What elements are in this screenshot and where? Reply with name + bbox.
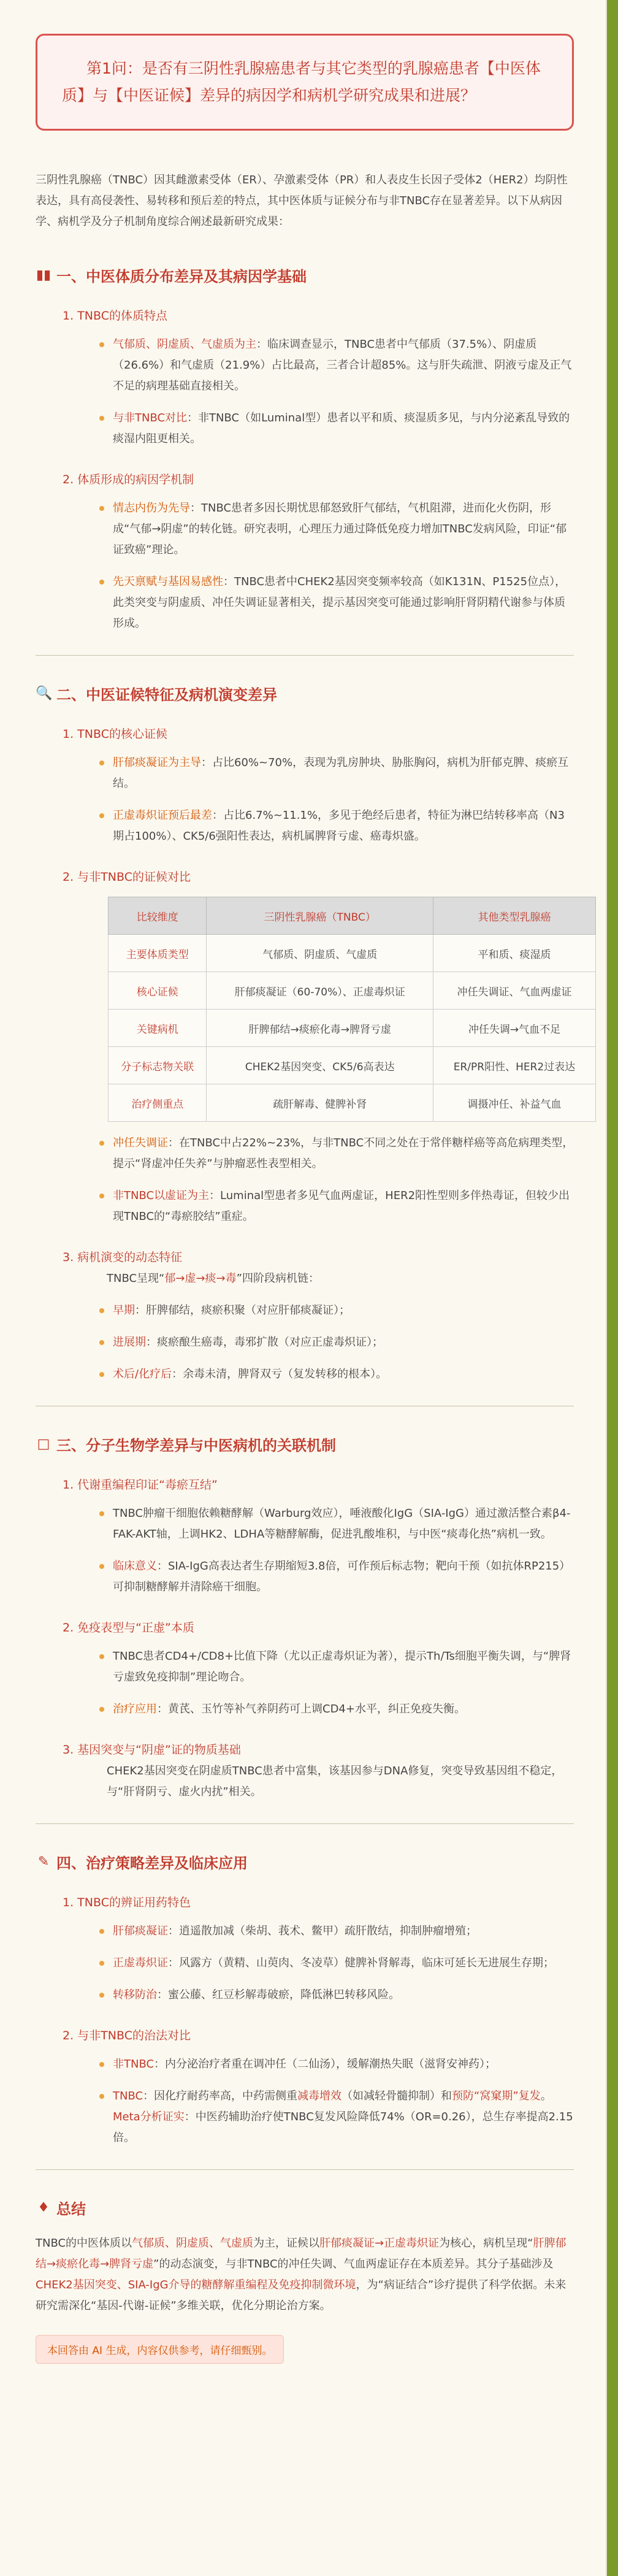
- section-4-heading: [36, 1851, 574, 1873]
- table-cell: 冲任失调→气血不足: [433, 1010, 596, 1047]
- s4-bullet-1: 肝郁痰凝证：逍遥散加减（柴胡、莪术、鳖甲）疏肝散结，抑制肿瘤增殖；: [113, 1921, 574, 1942]
- comparison-table: [108, 897, 596, 1122]
- s2-bullet-7: 术后/化疗后：余毒未清，脾肾双亏（复发转移的根本）。: [113, 1364, 574, 1385]
- s2-subheading-1: 1. TNBC的核心证候: [63, 727, 167, 741]
- table-cell: ER/PR阳性、HER2过表达: [433, 1047, 596, 1084]
- table-cell: 调摄冲任、补益气血: [433, 1084, 596, 1122]
- summary-text: TNBC的中医体质以气郁质、阴虚质、气虚质为主，证候以肝郁痰凝证→正虚毒炽证为核心，病机呈现“肝脾郁结→痰瘀化毒→脾肾亏虚”的动态演变，与非TNBC的冲任失调、气血两虚证存在本质差异。其分子基础涉及CHEK2基因突变、SIA-IgG介导的糖酵解重编程及免疫抑制微环境，为“病证结合”诊疗提供了科学依据。未来研究需深化“基因-代谢-证候”多维关联，优化分期论治方案。: [36, 2237, 566, 2312]
- section-1-heading: [36, 264, 574, 286]
- chart-icon: ▮▮: [36, 267, 52, 283]
- section-4-title: 四、治疗策略差异及临床应用: [56, 1855, 248, 1872]
- table-cell: 肝脾郁结→痰瘀化毒→脾肾亏虚: [207, 1010, 433, 1047]
- s3-bullet-1: TNBC肿瘤干细胞依赖糖酵解（Warburg效应），唾液酸化IgG（SIA-IgG）通过激活整合素β4-FAK-AKT轴，上调HK2、LDHA等糖酵解酶，促进乳酸堆积，与中医“痰毒化热”病机一致。: [113, 1503, 574, 1545]
- s4-bullet-2: 正虚毒炽证：风露方（黄精、山萸肉、冬凌草）健脾补肾解毒，临床可延长无进展生存期；: [113, 1953, 574, 1974]
- s4-subheading-2: 2. 与非TNBC的治法对比: [63, 2029, 191, 2042]
- s1-subheading-1: 1. TNBC的体质特点: [63, 309, 167, 323]
- s2-chain-text: TNBC呈现“郁→虚→痰→毒”四阶段病机链：: [107, 1272, 319, 1285]
- table-cell: 分子标志物关联: [109, 1047, 207, 1084]
- s2-bullet-5: 早期：肝脾郁结，痰瘀积聚（对应肝郁痰凝证）；: [113, 1300, 574, 1321]
- section-2-title: 二、中医证候特征及病机演变差异: [56, 686, 277, 703]
- diamond-icon: ♦: [37, 2200, 50, 2215]
- divider: [36, 2169, 574, 2170]
- s2-bullet-1: 肝郁痰凝证为主导：占比60%~70%，表现为乳房肿块、胁胀胸闷，病机为肝郁克脾、痰瘀互结。: [113, 753, 574, 794]
- divider: [36, 655, 574, 656]
- table-cell: 肝郁痰凝证（60-70%）、正虚毒炽证: [207, 972, 433, 1010]
- s1-bullet-3: 情志内伤为先导：TNBC患者多因长期忧思郁怒致肝气郁结，气机阻滞，进而化火伤阴，形成“气郁→阴虚”的转化链。研究表明，心理压力通过降低免疫力增加TNBC发病风险，印证“郁证致癌”理论。: [113, 498, 574, 561]
- s2-subheading-2: 2. 与非TNBC的证候对比: [63, 870, 191, 884]
- s1-bullet-4: 先天禀赋与基因易感性：TNBC患者中CHEK2基因突变频率较高（如K131N、P1525位点），此类突变与阴虚质、冲任失调证显著相关，提示基因突变可能通过影响肝肾阴精代谢参与体质形成。: [113, 572, 574, 634]
- s3-subheading-1: 1. 代谢重编程印证“毒瘀互结”: [63, 1478, 218, 1492]
- table-row: [109, 1010, 596, 1047]
- section-3-title: 三、分子生物学差异与中医病机的关联机制: [56, 1437, 336, 1454]
- s2-bullet-4: 非TNBC以虚证为主：Luminal型患者多见气血两虚证，HER2阳性型则多伴热毒证，但较少出现TNBC的“毒瘀胶结”重症。: [113, 1186, 574, 1227]
- section-3-heading: [36, 1433, 574, 1455]
- section-2-heading: [36, 683, 574, 704]
- s2-bullet-6: 进展期：痰瘀酿生癌毒，毒邪扩散（对应正虚毒炽证）；: [113, 1332, 574, 1353]
- table-header-cell: 三阴性乳腺癌（TNBC）: [207, 897, 433, 935]
- table-header-cell: 比较维度: [109, 897, 207, 935]
- pen-icon: ✎: [37, 1854, 50, 1869]
- section-1-title: 一、中医体质分布差异及其病因学基础: [56, 268, 307, 285]
- s1-bullet-2: 与非TNBC对比：非TNBC（如Luminal型）患者以平和质、痰湿质多见，与内分泌紊乱导致的痰湿内阻更相关。: [113, 408, 574, 450]
- intro-paragraph: 三阴性乳腺癌（TNBC）因其雌激素受体（ER）、孕激素受体（PR）和人表皮生长因子受体2（HER2）均阴性表达，具有高侵袭性、易转移和预后差的特点，其中医体质与证候分布与非TNBC存在显著差异。以下从病因学、病机学及分子机制角度综合阐述最新研究成果：: [36, 174, 568, 228]
- s2-bullet-2: 正虚毒炽证预后最差：占比6.7%~11.1%，多见于绝经后患者，特征为淋巴结转移率高（N3期占100%）、CK5/6强阳性表达，病机属脾肾亏虚、癌毒炽盛。: [113, 805, 574, 847]
- s1-bullet-1: 气郁质、阴虚质、气虚质为主：临床调查显示，TNBC患者中气郁质（37.5%）、阴虚质（26.6%）和气虚质（21.9%）占比最高，三者合计超85%。这与肝失疏泄、阴液亏虚及正气不足的病理基础直接相关。: [113, 334, 574, 397]
- table-header-row: [109, 897, 596, 935]
- summary-heading: [36, 2197, 574, 2218]
- table-cell: 冲任失调证、气血两虚证: [433, 972, 596, 1010]
- ai-notice: 本回答由 AI 生成，内容仅供参考，请仔细甄别。: [36, 2335, 284, 2364]
- s4-bullet-5: TNBC：因化疗耐药率高，中药需侧重减毒增效（如减轻骨髓抑制）和预防“窝窠期”复发。 Meta分析证实：中医药辅助治疗使TNBC复发风险降低74%（OR=0.26），总生存率提高2.15倍。: [113, 2086, 574, 2149]
- s4-bullet-3: 转移防治：蜜公藤、红豆杉解毒破瘀，降低淋巴转移风险。: [113, 1985, 574, 2006]
- s2-subheading-3: 3. 病机演变的动态特征: [63, 1251, 183, 1264]
- search-icon: 🔍: [36, 686, 53, 701]
- table-cell: 关键病机: [109, 1010, 207, 1047]
- table-cell: 疏肝解毒、健脾补肾: [207, 1084, 433, 1122]
- divider: [36, 1823, 574, 1824]
- summary-title: 总结: [56, 2201, 86, 2218]
- s2-bullet-3: 冲任失调证：在TNBC中占22%~23%，与非TNBC不同之处在于常伴糖样癌等高危病理类型，提示“肾虚冲任失养”与肿瘤恶性表型相关。: [113, 1133, 574, 1175]
- table-header-cell: 其他类型乳腺癌: [433, 897, 596, 935]
- s3-gene-text: CHEK2基因突变在阴虚质TNBC患者中富集，该基因参与DNA修复，突变导致基因组不稳定，与“肝肾阴亏、虚火内扰”相关。: [107, 1765, 563, 1798]
- table-row: [109, 935, 596, 972]
- table-row: [109, 1047, 596, 1084]
- s3-subheading-2: 2. 免疫表型与“正虚”本质: [63, 1621, 194, 1635]
- question-text: 第1问：是否有三阴性乳腺癌患者与其它类型的乳腺癌患者【中医体质】与【中医证候】差异的病因学和病机学研究成果和进展？: [62, 59, 541, 104]
- s3-bullet-4: 治疗应用：黄芪、玉竹等补气养阴药可上调CD4+水平，纠正免疫失衡。: [113, 1699, 574, 1720]
- s4-subheading-1: 1. TNBC的辨证用药特色: [63, 1896, 191, 1909]
- table-cell: CHEK2基因突变、CK5/6高表达: [207, 1047, 433, 1084]
- box-icon: □: [37, 1436, 50, 1452]
- table-cell: 平和质、痰湿质: [433, 935, 596, 972]
- s4-bullet-4: 非TNBC：内分泌治疗者重在调冲任（二仙汤），缓解潮热失眠（滋肾安神药）；: [113, 2054, 574, 2075]
- question-box: [36, 34, 574, 131]
- table-row: [109, 972, 596, 1010]
- table-cell: 核心证候: [109, 972, 207, 1010]
- table-cell: 气郁质、阴虚质、气虚质: [207, 935, 433, 972]
- table-cell: 主要体质类型: [109, 935, 207, 972]
- s3-bullet-2: 临床意义：SIA-IgG高表达者生存期缩短3.8倍，可作预后标志物；靶向干预（如抗体RP215）可抑制糖酵解并清除癌干细胞。: [113, 1556, 574, 1598]
- table-cell: 治疗侧重点: [109, 1084, 207, 1122]
- s3-bullet-3: TNBC患者CD4+/CD8+比值下降（尤以正虚毒炽证为著），提示Th/Ts细胞平衡失调，与“脾肾亏虚致免疫抑制”理论吻合。: [113, 1646, 574, 1688]
- table-row: [109, 1084, 596, 1122]
- s1-subheading-2: 2. 体质形成的病因学机制: [63, 473, 194, 486]
- s3-subheading-3: 3. 基因突变与“阴虚”证的物质基础: [63, 1743, 241, 1757]
